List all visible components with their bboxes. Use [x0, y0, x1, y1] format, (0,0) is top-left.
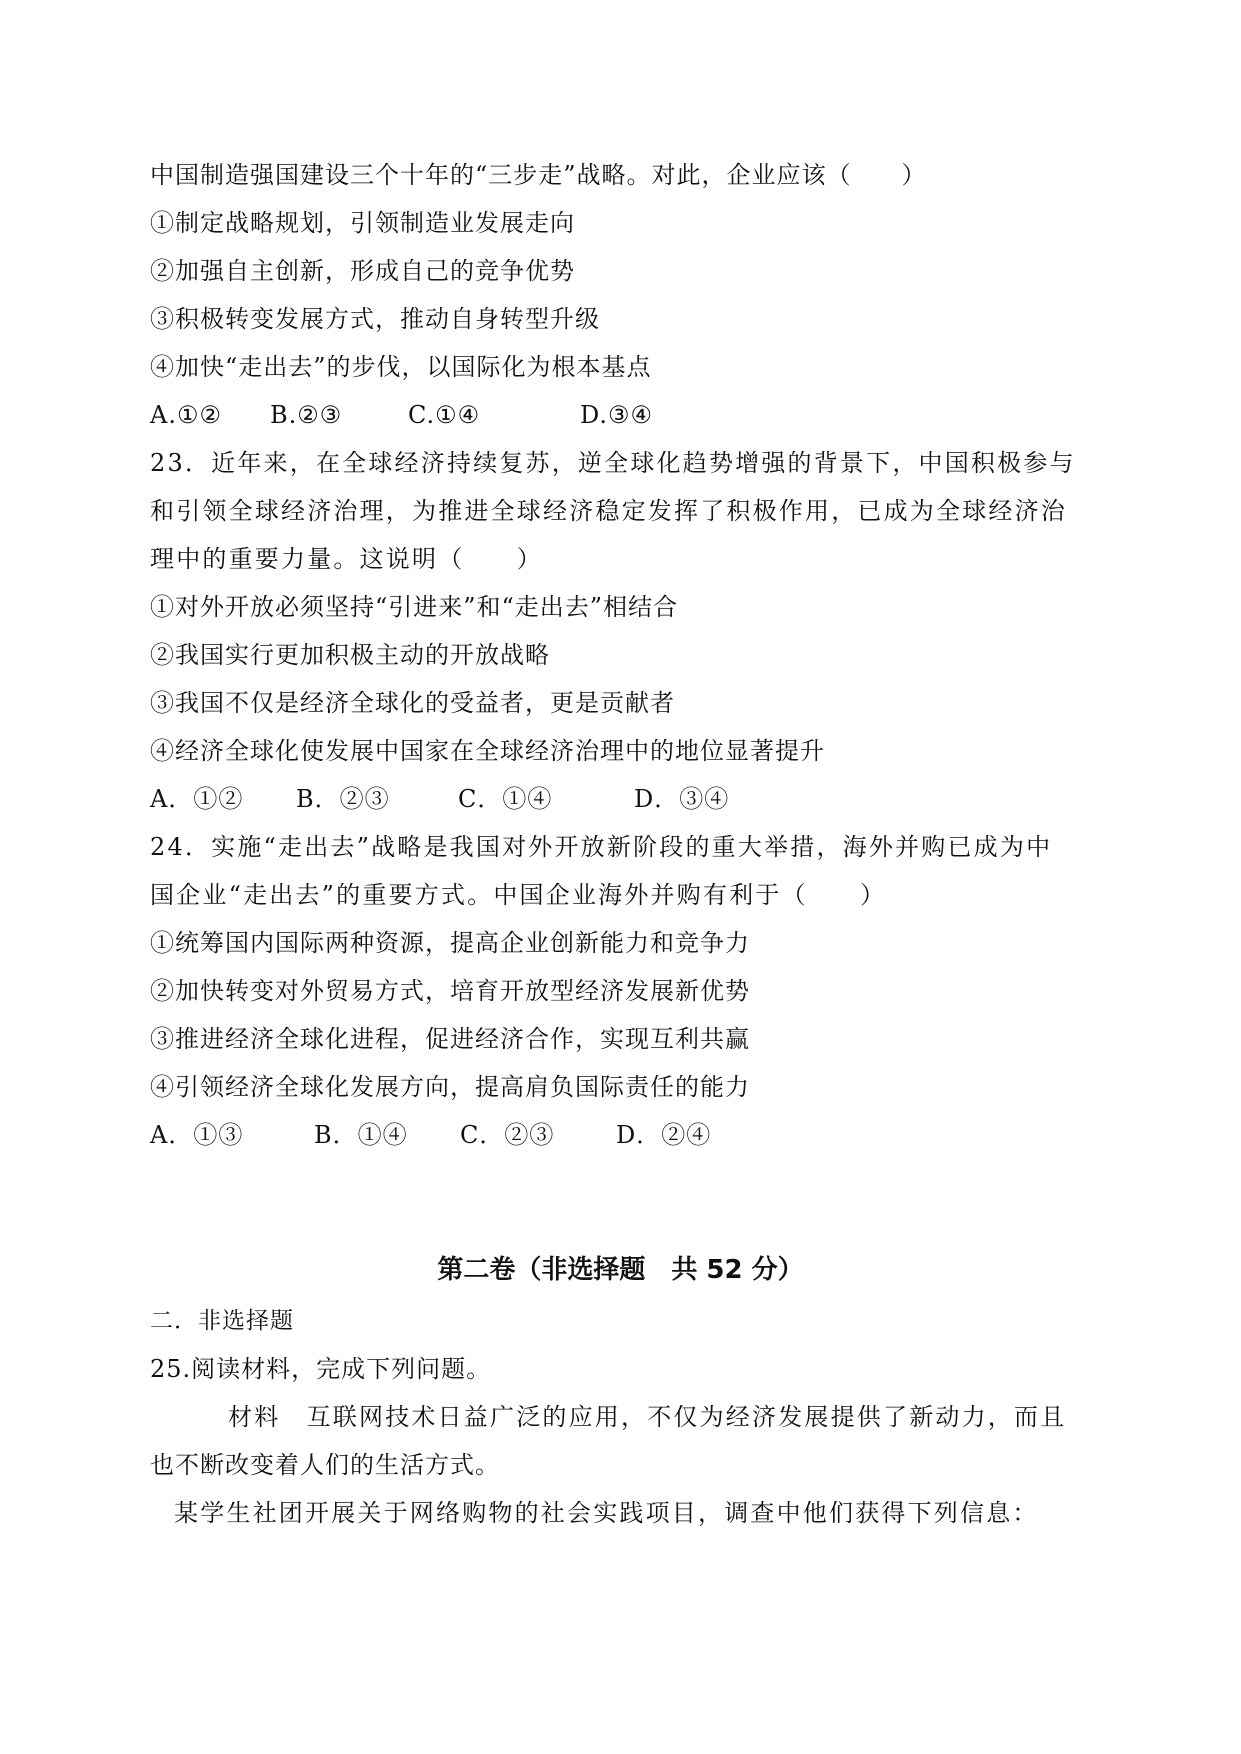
q24-item-2: ②加快转变对外贸易方式，培育开放型经济发展新优势: [150, 977, 750, 1005]
q24-option-c: C．②③: [460, 1121, 555, 1149]
q24-options: [150, 1120, 950, 1150]
q23-item-3: ③我国不仅是经济全球化的受益者，更是贡献者: [150, 689, 675, 717]
q23-item-2: ②我国实行更加积极主动的开放战略: [150, 641, 550, 669]
q25-material-line-1: 材料 互联网技术日益广泛的应用，不仅为经济发展提供了新动力，而且: [228, 1403, 1067, 1431]
q25-material-line-2: 也不断改变着人们的生活方式。: [150, 1451, 500, 1479]
q22-item-4: ④加快“走出去”的步伐，以国际化为根本基点: [150, 353, 652, 381]
q22-options: [150, 400, 950, 430]
q22-item-3: ③积极转变发展方式，推动自身转型升级: [150, 305, 600, 333]
q24-option-d: D．②④: [616, 1121, 712, 1149]
q23-option-d: D．③④: [634, 785, 730, 813]
q23-stem-line-3: 理中的重要力量。这说明（ ）: [150, 545, 543, 573]
q23-stem-line-1: 23．近年来，在全球经济持续复苏，逆全球化趋势增强的背景下，中国积极参与: [150, 449, 1076, 477]
q25-intro: 25.阅读材料，完成下列问题。: [150, 1355, 492, 1383]
q23-options: [150, 784, 950, 814]
part2-heading: 二．非选择题: [150, 1308, 294, 1334]
q23-option-a: A．①②: [150, 785, 244, 813]
q23-stem-line-2: 和引领全球经济治理，为推进全球经济稳定发挥了积极作用，已成为全球经济治: [150, 497, 1067, 525]
q22-stem: 中国制造强国建设三个十年的“三步走”战略。对此，企业应该（ ）: [150, 161, 927, 189]
q22-item-1: ①制定战略规划，引领制造业发展走向: [150, 209, 575, 237]
q23-option-c: C．①④: [458, 785, 553, 813]
q24-item-1: ①统筹国内国际两种资源，提高企业创新能力和竞争力: [150, 929, 750, 957]
q22-option-c: C.①④: [408, 401, 481, 429]
q24-stem-line-1: 24．实施“走出去”战略是我国对外开放新阶段的重大举措，海外并购已成为中: [150, 833, 1053, 861]
q24-item-3: ③推进经济全球化进程，促进经济合作，实现互利共赢: [150, 1025, 750, 1053]
q22-option-d: D.③④: [580, 401, 654, 429]
part2-title: 第二卷（非选择题 共 52 分）: [437, 1255, 804, 1285]
q24-stem-line-2: 国企业“走出去”的重要方式。中国企业海外并购有利于（ ）: [150, 881, 887, 909]
q23-option-b: B．②③: [296, 785, 390, 813]
q23-item-1: ①对外开放必须坚持“引进来”和“走出去”相结合: [150, 593, 679, 621]
q24-option-b: B．①④: [314, 1121, 408, 1149]
q22-option-a: A.①②: [150, 401, 222, 429]
q24-item-4: ④引领经济全球化发展方向，提高肩负国际责任的能力: [150, 1073, 750, 1101]
q24-option-a: A．①③: [150, 1121, 244, 1149]
q22-option-b: B.②③: [270, 401, 343, 429]
q23-item-4: ④经济全球化使发展中国家在全球经济治理中的地位显著提升: [150, 737, 825, 765]
q25-survey-line: 某学生社团开展关于网络购物的社会实践项目，调查中他们获得下列信息：: [174, 1499, 1039, 1527]
q22-item-2: ②加强自主创新，形成自己的竞争优势: [150, 257, 575, 285]
